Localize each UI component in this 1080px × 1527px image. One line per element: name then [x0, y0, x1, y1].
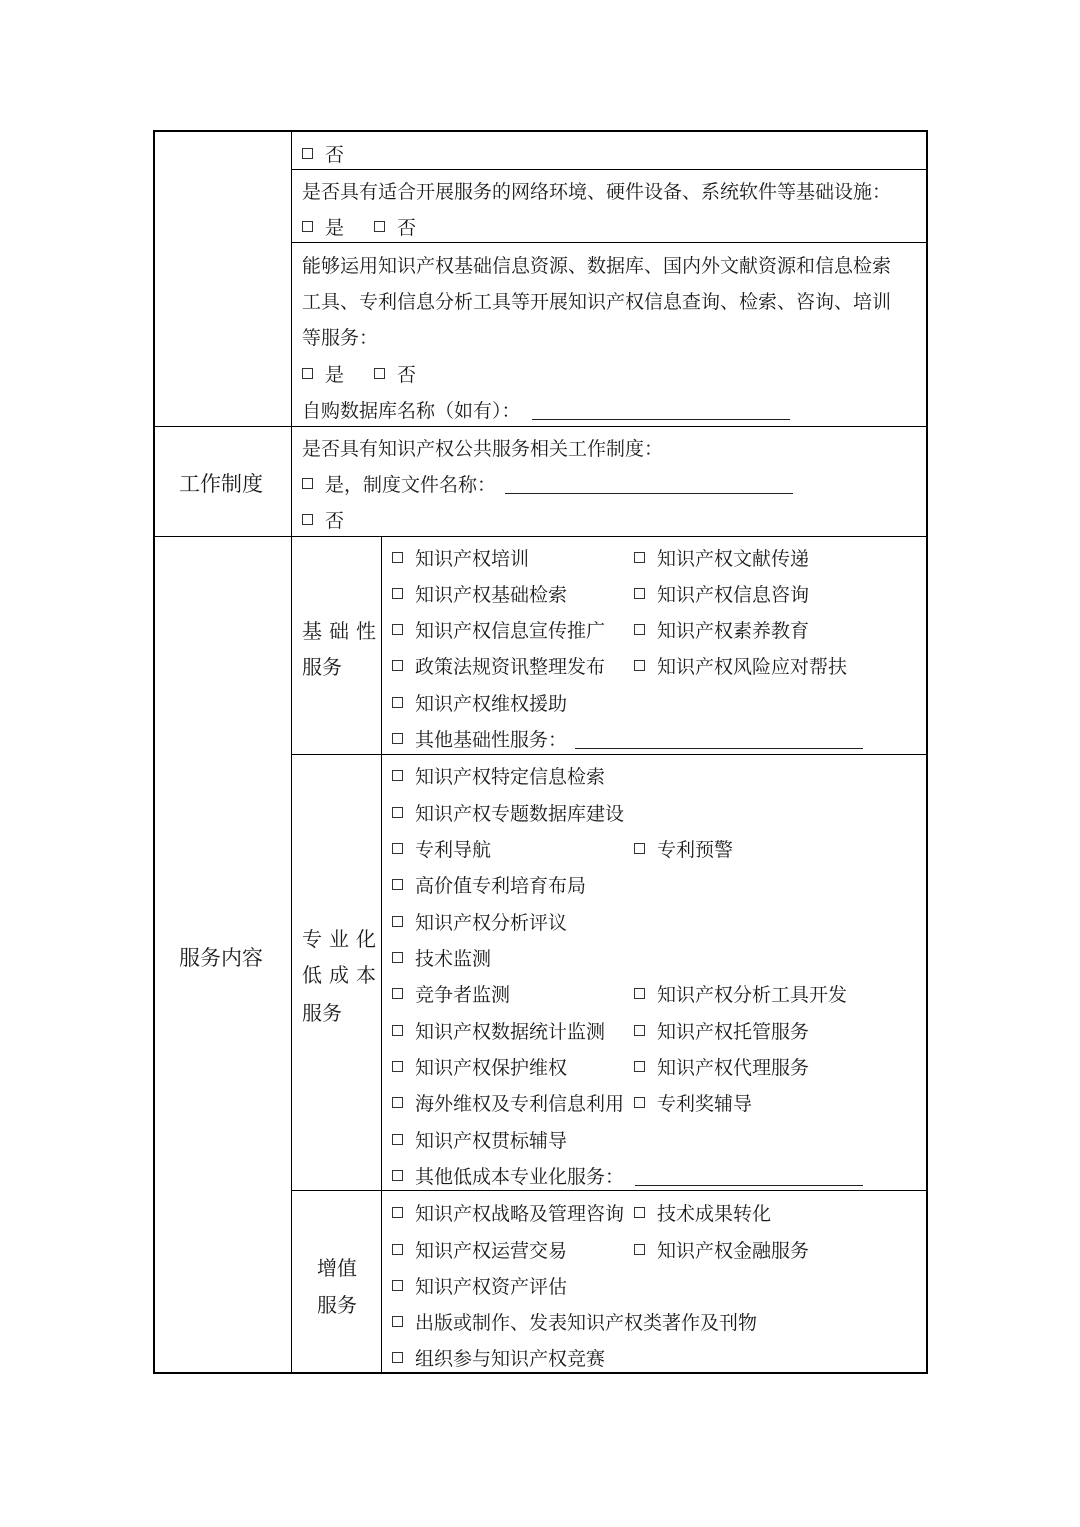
checkbox-icon[interactable] — [392, 1061, 403, 1072]
checkbox-icon[interactable] — [392, 588, 403, 599]
checkbox-icon[interactable] — [634, 1025, 645, 1036]
service-item[interactable]: 知识产权战略及管理咨询 — [392, 1202, 624, 1226]
professional-services-label: 专 业 化 低 成 本 — [302, 927, 376, 987]
checkbox-icon[interactable] — [392, 1244, 403, 1255]
checkbox-icon[interactable] — [392, 1097, 403, 1108]
service-item[interactable]: 知识产权代理服务 — [634, 1056, 809, 1080]
resources-option-no[interactable]: 否 — [374, 363, 416, 387]
checkbox-icon[interactable] — [392, 1134, 403, 1145]
value-added-label-2: 服务 — [317, 1293, 357, 1317]
resources-question-line: 能够运用知识产权基础信息资源、数据库、国内外文献资源和信息检索 — [302, 255, 892, 277]
service-item[interactable]: 知识产权贯标辅导 — [392, 1129, 567, 1153]
service-item[interactable]: 技术成果转化 — [634, 1202, 771, 1226]
checkbox-icon[interactable] — [392, 770, 403, 781]
checkbox-icon[interactable] — [634, 552, 645, 563]
checkbox-icon[interactable] — [392, 697, 403, 708]
checkbox-icon[interactable] — [634, 588, 645, 599]
service-item-other[interactable]: 其他低成本专业化服务： — [392, 1165, 624, 1189]
resources-option-yes[interactable]: 是 — [302, 363, 344, 387]
checkbox-icon[interactable] — [634, 843, 645, 854]
service-item[interactable]: 出版或制作、发表知识产权类著作及刊物 — [392, 1311, 757, 1335]
service-item[interactable]: 专利预警 — [634, 838, 733, 862]
service-item[interactable]: 专利奖辅导 — [634, 1092, 752, 1116]
network-question: 是否具有适合开展服务的网络环境、硬件设备、系统软件等基础设施： — [302, 181, 892, 203]
service-item[interactable]: 知识产权资产评估 — [392, 1275, 567, 1299]
rules-option-no[interactable]: 否 — [302, 509, 344, 533]
checkbox-icon[interactable] — [392, 1170, 403, 1181]
rules-option-yes[interactable]: 是，制度文件名称： — [302, 473, 496, 497]
checkbox-icon[interactable] — [634, 624, 645, 635]
row-divider — [153, 426, 928, 427]
option-no[interactable]: 否 — [302, 143, 344, 167]
checkbox-icon[interactable] — [392, 843, 403, 854]
service-item[interactable]: 知识产权维权援助 — [392, 692, 567, 716]
service-item[interactable]: 海外维权及专利信息利用 — [392, 1092, 624, 1116]
service-item[interactable]: 知识产权托管服务 — [634, 1020, 809, 1044]
service-item[interactable]: 知识产权特定信息检索 — [392, 765, 605, 789]
service-item[interactable]: 知识产权运营交易 — [392, 1239, 567, 1263]
checkbox-icon[interactable] — [634, 988, 645, 999]
checkbox-icon[interactable] — [302, 514, 313, 525]
checkbox-icon[interactable] — [634, 1207, 645, 1218]
service-item[interactable]: 知识产权素养教育 — [634, 619, 809, 643]
checkbox-icon[interactable] — [302, 148, 313, 159]
checkbox-icon[interactable] — [302, 478, 313, 489]
service-item[interactable]: 知识产权分析评议 — [392, 911, 567, 935]
service-item[interactable]: 知识产权金融服务 — [634, 1239, 809, 1263]
service-item[interactable]: 知识产权风险应对帮扶 — [634, 655, 847, 679]
checkbox-icon[interactable] — [392, 624, 403, 635]
rules-question: 是否具有知识产权公共服务相关工作制度： — [302, 438, 664, 460]
service-item[interactable]: 知识产权培训 — [392, 547, 529, 571]
service-item-other[interactable]: 其他基础性服务： — [392, 728, 567, 752]
checkbox-icon[interactable] — [392, 916, 403, 927]
checkbox-icon[interactable] — [392, 1352, 403, 1363]
service-item[interactable]: 知识产权保护维权 — [392, 1056, 567, 1080]
table-border-left — [153, 130, 155, 1374]
service-item[interactable]: 竞争者监测 — [392, 983, 510, 1007]
table-border-bottom — [153, 1372, 928, 1374]
service-item[interactable]: 组织参与知识产权竞赛 — [392, 1347, 605, 1371]
checkbox-icon[interactable] — [392, 733, 403, 744]
checkbox-icon[interactable] — [392, 1280, 403, 1291]
value-added-label-1: 增值 — [317, 1256, 357, 1280]
service-item[interactable]: 知识产权基础检索 — [392, 583, 567, 607]
service-item[interactable]: 政策法规资讯整理发布 — [392, 655, 605, 679]
checkbox-icon[interactable] — [302, 368, 313, 379]
checkbox-icon[interactable] — [392, 988, 403, 999]
service-item[interactable]: 知识产权数据统计监测 — [392, 1020, 605, 1044]
checkbox-icon[interactable] — [392, 807, 403, 818]
basic-services-label-2: 服务 — [302, 655, 342, 679]
basic-other-field[interactable] — [575, 748, 863, 749]
checkbox-icon[interactable] — [634, 1244, 645, 1255]
rules-heading: 工作制度 — [179, 472, 263, 496]
table-border-right — [926, 130, 928, 1374]
resources-question-line: 等服务： — [302, 327, 379, 349]
service-item[interactable]: 技术监测 — [392, 947, 491, 971]
basic-services-label: 基 础 性 — [302, 619, 376, 643]
column-divider-1 — [291, 130, 292, 1374]
table-border-top — [153, 130, 928, 132]
checkbox-icon[interactable] — [392, 1025, 403, 1036]
network-option-no[interactable]: 否 — [374, 216, 416, 240]
row-divider — [291, 1190, 928, 1191]
professional-services-label-3: 服务 — [302, 1001, 342, 1025]
checkbox-icon[interactable] — [392, 1207, 403, 1218]
checkbox-icon[interactable] — [302, 221, 313, 232]
resources-question-line: 工具、专利信息分析工具等开展知识产权信息查询、检索、咨询、培训 — [302, 291, 892, 313]
checkbox-icon[interactable] — [634, 1097, 645, 1108]
database-name-label: 自购数据库名称（如有）： — [302, 400, 521, 422]
checkbox-icon[interactable] — [392, 879, 403, 890]
rules-document-name-field[interactable] — [505, 493, 793, 494]
checkbox-icon[interactable] — [634, 660, 645, 671]
service-item[interactable]: 知识产权信息咨询 — [634, 583, 809, 607]
checkbox-icon[interactable] — [392, 660, 403, 671]
service-item[interactable]: 知识产权专题数据库建设 — [392, 802, 624, 826]
database-name-field[interactable] — [532, 419, 790, 420]
row-divider — [291, 242, 928, 243]
checkbox-icon[interactable] — [374, 368, 385, 379]
checkbox-icon[interactable] — [392, 1316, 403, 1327]
column-divider-2 — [381, 536, 382, 1374]
checkbox-icon[interactable] — [392, 552, 403, 563]
checkbox-icon[interactable] — [634, 1061, 645, 1072]
services-heading: 服务内容 — [179, 946, 263, 970]
row-divider — [291, 754, 928, 755]
service-item[interactable]: 知识产权分析工具开发 — [634, 983, 847, 1007]
service-item[interactable]: 高价值专利培育布局 — [392, 874, 586, 898]
checkbox-icon[interactable] — [392, 952, 403, 963]
network-option-yes[interactable]: 是 — [302, 216, 344, 240]
row-divider — [153, 536, 928, 537]
row-divider — [291, 169, 928, 170]
service-item[interactable]: 知识产权文献传递 — [634, 547, 809, 571]
service-item[interactable]: 专利导航 — [392, 838, 491, 862]
professional-other-field[interactable] — [635, 1185, 863, 1186]
checkbox-icon[interactable] — [374, 221, 385, 232]
service-item[interactable]: 知识产权信息宣传推广 — [392, 619, 605, 643]
